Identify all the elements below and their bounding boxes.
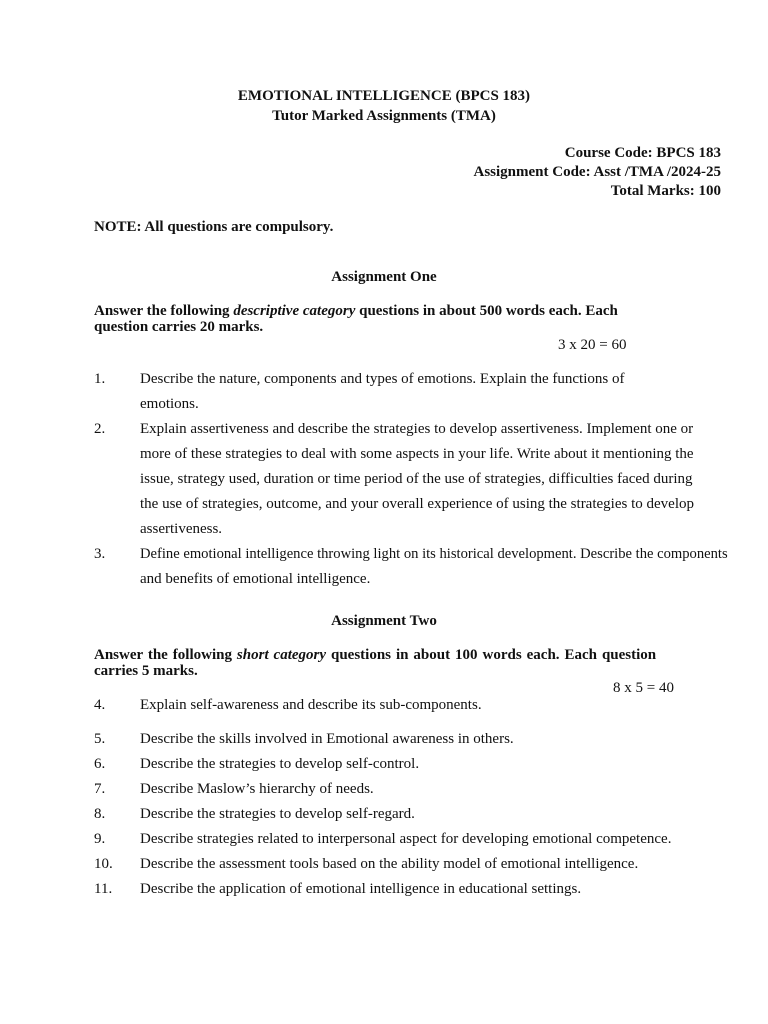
question-text: Describe the assessment tools based on the ability model of emotional intelligence. xyxy=(140,856,639,872)
question-number: 10. xyxy=(94,856,113,872)
instr-pre: Answer the following xyxy=(94,647,237,663)
question-text: Describe the strategies to develop self-control. xyxy=(140,756,420,772)
assignment-one-instructions-line2: question carries 20 marks. xyxy=(94,319,264,335)
assignment-code: Assignment Code: Asst /TMA /2024-25 xyxy=(473,164,721,180)
document-title: EMOTIONAL INTELLIGENCE (BPCS 183) xyxy=(237,88,531,104)
question-text: Explain self-awareness and describe its sub-components. xyxy=(140,697,482,713)
question-number: 11. xyxy=(94,881,113,897)
instr-emphasis: short category xyxy=(236,647,327,663)
question-number: 6. xyxy=(94,756,106,772)
assignment-two-heading: Assignment Two xyxy=(331,613,437,629)
question-text: Explain assertiveness and describe the strategies to develop assertiveness. Implement one or xyxy=(140,421,694,437)
question-number: 2. xyxy=(94,421,106,437)
instr-post: questions in about 500 words each. Each xyxy=(355,303,618,319)
question-text: and benefits of emotional intelligence. xyxy=(140,571,371,587)
assignment-one-heading: Assignment One xyxy=(331,269,437,285)
assignment-two-instructions xyxy=(94,647,656,664)
question-text: Describe Maslow’s hierarchy of needs. xyxy=(140,781,374,797)
question-number: 4. xyxy=(94,697,106,713)
assignment-two-instructions-line2: carries 5 marks. xyxy=(94,663,198,679)
question-text: Define emotional intelligence throwing light on its historical development. Describe the components xyxy=(140,546,728,562)
assignment-two-marks: 8 x 5 = 40 xyxy=(613,680,674,696)
question-text: issue, strategy used, duration or time period of the use of strategies, difficulties faced during xyxy=(140,471,693,487)
course-code: Course Code: BPCS 183 xyxy=(564,145,721,161)
question-text: Describe strategies related to interpersonal aspect for developing emotional competence. xyxy=(140,831,672,847)
question-number: 3. xyxy=(94,546,106,562)
question-text: assertiveness. xyxy=(140,521,223,537)
assignment-one-instructions xyxy=(94,303,618,320)
instr-pre: Answer the following xyxy=(94,303,234,319)
document-subtitle: Tutor Marked Assignments (TMA) xyxy=(272,108,496,124)
assignment-one-marks: 3 x 20 = 60 xyxy=(558,337,627,353)
question-text: emotions. xyxy=(140,396,199,412)
total-marks: Total Marks: 100 xyxy=(610,183,721,199)
question-text: Describe the strategies to develop self-regard. xyxy=(140,806,415,822)
question-text: the use of strategies, outcome, and your overall experience of using the strategies to develop xyxy=(140,496,694,512)
instr-post: questions in about 100 words each. Each question xyxy=(326,647,657,663)
question-number: 5. xyxy=(94,731,106,747)
question-number: 7. xyxy=(94,781,106,797)
question-text: Describe the skills involved in Emotional awareness in others. xyxy=(140,731,514,747)
question-number: 1. xyxy=(94,371,106,387)
instr-emphasis: descriptive category xyxy=(233,303,356,319)
note: NOTE: All questions are compulsory. xyxy=(94,219,334,235)
question-text: Describe the nature, components and types of emotions. Explain the functions of xyxy=(140,371,625,387)
question-number: 8. xyxy=(94,806,106,822)
question-text: Describe the application of emotional intelligence in educational settings. xyxy=(140,881,582,897)
question-text: more of these strategies to deal with some aspects in your life. Write about it mentioning the xyxy=(140,446,694,462)
question-number: 9. xyxy=(94,831,106,847)
